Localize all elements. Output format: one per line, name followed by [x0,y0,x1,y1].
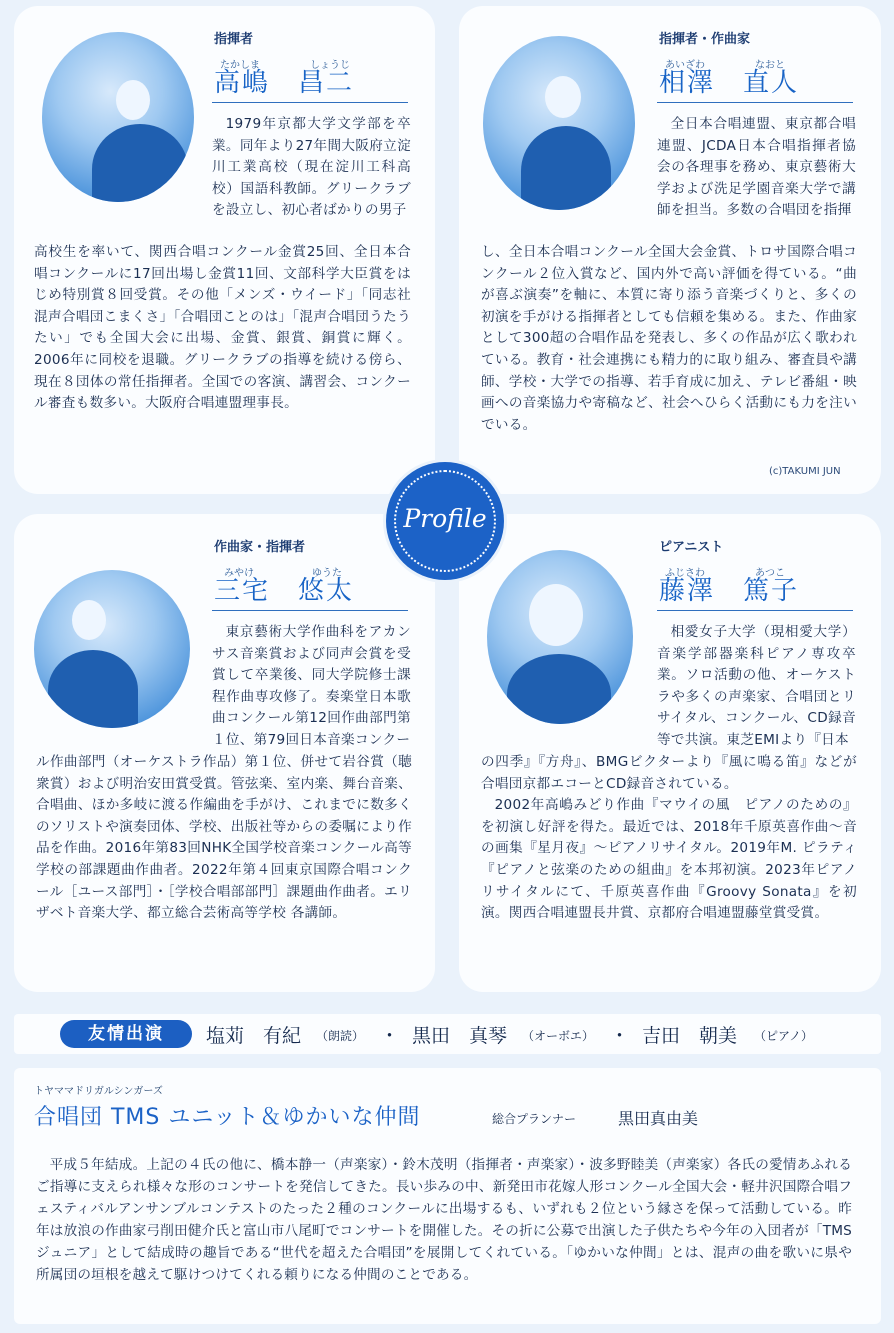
guest-name: 塩苅 有紀 [206,1025,302,1047]
ruby-family: あいざわ [665,60,705,71]
guest-separator: ・ [610,1025,630,1047]
profile-bio: 1979年京都大学文学部を卒業。同年より27年間大阪府立淀川工業高校（現在淀川工科高校）国語科教師。グリークラブを設立し、初心者ばかりの男子 [212,116,411,219]
name-divider [657,610,853,611]
profile-bio-continued: の四季』『方舟』、BMGビクターより『風に鳴る笛』などが合唱団京都エコーとCD録音されている。 2002年高嶋みどり作曲『マウイの風 ピアノのための』を初演し好評を得た。最近では、2018年千原英喜作曲～音の画集『星月夜』～ピアノリサイタル。2019年M. ピラティ『ピアノと弦楽のための組曲』を本邦初演。2023年ピアノリサイタルにて、千原英喜作曲『Groovy Sonata』を初演。関西合唱連盟長井賞、京都府合唱連盟藤堂賞受賞。 [481,752,857,972]
portrait-photo [483,36,635,210]
profile-bio: 全日本合唱連盟、東京都合唱連盟、JCDA日本合唱指揮者協会の各理事を務め、東京藝術大学および洗足学園音楽大学で講師を担当。多数の合唱団を指揮 [657,116,856,219]
profile-name: 相澤 直人 [659,68,800,98]
profile-name: 三宅 悠太 [214,576,355,606]
ruby-given: なおと [755,60,785,71]
seal-text: Profile [403,504,487,533]
profile-role: 作曲家・指揮者 [214,540,306,555]
profile-name: 高嶋 昌二 [214,68,355,98]
photo-credit: (c)TAKUMI JUN [769,466,841,477]
guest-role: （オーボエ） [522,1029,595,1043]
profile-card-fujisawa [459,514,881,992]
friendship-band [14,1014,881,1054]
group-section [14,1068,881,1324]
ruby-family: ふじさわ [665,568,705,579]
portrait-photo [34,570,190,728]
portrait-photo [487,550,633,724]
profile-bio-continued: 高校生を率いて、関西合唱コンクール金賞25回、全日本合唱コンクールに17回出場し金賞11回、文部科学大臣賞をはじめ特別賞８回受賞。その他「メンズ・ウイード」「同志社混声合唱団こまくさ」「合唱団ことのは」「混声合唱団うたうたい」でも全国大会に出場、金賞、銀賞、銅賞に輝く。2006年に同校を退職。グリークラブの指導を続ける傍ら、現在８団体の常任指揮者。全国での客演、講習会、コンクール審査も数多い。大阪府合唱連盟理事長。 [34,244,411,412]
name-divider [657,102,853,103]
profile-bio-paragraph-2: 2002年高嶋みどり作曲『マウイの風 ピアノのための』を初演し好評を得た。最近では、2018年千原英喜作曲～音の画集『星月夜』～ピアノリサイタル。2019年M. ピラティ『ピアノと弦楽のための組曲』を本邦初演。2023年ピアノリサイタルにて、千原英喜作曲『Groovy Sonata』を初演。関西合唱連盟長井賞、京都府合唱連盟藤堂賞受賞。 [481,797,857,922]
guest-role: （朗読） [316,1029,365,1043]
group-name: 合唱団 TMS ユニット＆ゆかいな仲間 [34,1105,421,1130]
ruby-family: たかしま [220,60,260,71]
planner-label: 総合プランナー [492,1112,577,1126]
name-divider [212,102,408,103]
profile-seal [386,462,504,580]
friendship-label: 友情出演 [60,1020,192,1048]
profile-card-takashima [14,6,435,494]
profile-role: ピアニスト [659,540,724,555]
profile-bio: 相愛女子大学（現相愛大学）音楽学部器楽科ピアノ専攻卒業。ソロ活動の他、オーケストラや多くの声楽家、合唱団とリサイタル、コンクール、CD録音等で共演。東芝EMIより『日本 [657,624,856,748]
ruby-given: あつこ [755,568,785,579]
guest-role: （ピアノ） [754,1029,814,1043]
profile-card-aizawa [459,6,881,494]
profile-role: 指揮者・作曲家 [659,32,751,47]
group-kana: トヤママドリガルシンガーズ [34,1086,163,1097]
profile-bio: 東京藝術大学作曲科をアカンサス音楽賞および同声会賞を受賞して卒業後、同大学院修士課程作曲専攻修了。奏楽堂日本歌曲コンクール第12回作曲部門第１位、第79回日本音楽コンクー [212,624,411,748]
profile-bio-continued: ル作曲部門（オーケストラ作品）第１位、併せて岩谷賞（聴衆賞）および明治安田賞受賞。管弦楽、室内楽、舞台音楽、合唱曲、ほか多岐に渡る作編曲を手がけ、これまでに数多くのソリストや演奏団体、学校、出版社等からの委嘱により作品を作曲。2016年第83回NHK全国学校音楽コンクール高等学校の部課題曲作曲者。2022年第４回東京国際合唱コンクール［ユース部門］・［学校合唱部部門］課題曲作曲者。エリザベト音楽大学、都立総合芸術高等学校 各講師。 [36,754,412,922]
ruby-given: しょうじ [310,60,350,71]
ruby-family: みやけ [224,568,254,579]
group-bio: 平成５年結成。上記の４氏の他に、橋本静一（声楽家）・鈴木茂明（指揮者・声楽家）・波多野睦美（声楽家）各氏の愛情あふれるご指導に支えられ様々な形のコンサートを発信してきた。長い歩みの中、新発田市花嫁人形コンクール全国大会・軽井沢国際合唱フェスティバルアンサンブルコンテストのたった２種のコンクールに出場するも、いずれも２位という縁さを保って活動している。昨年は放浪の作曲家弓削田健介氏と富山市八尾町でコンサートを開催した。その折に公募で出演した子供たちや今年の入団者が「TMS ジュニア」として結成時の趣旨である“世代を超えた合唱団”を展開してくれている。「ゆかいな仲間」とは、混声の曲を歌いに県や所属団の垣根を越えて駆けつけてくれる頼りになる仲間のことである。 [36,1157,852,1283]
guest-name: 吉田 朝美 [642,1025,738,1047]
portrait-photo [42,32,194,202]
ruby-given: ゆうた [312,568,342,579]
profile-role: 指揮者 [214,32,254,47]
profile-bio-continued: し、全日本合唱コンクール全国大会金賞、トロサ国際合唱コンクール２位入賞など、国内外で高い評価を得ている。“曲が喜ぶ演奏”を軸に、本質に寄り添う音楽づくりと、多くの初演を手がける指揮者としても信頼を集める。また、作曲家として300超の合唱作品を発表し、多くの作品が広く歌われている。教育・社会連携にも精力的に取り組み、審査員や講師、学校・大学での指導、若手育成に加え、テレビ番組・映画への音楽協力や寄稿など、社会へひらく活動にも力を注いでいる。 [481,244,857,433]
guest-name: 黒田 真琴 [412,1025,508,1047]
profile-name: 藤澤 篤子 [659,576,800,606]
name-divider [212,610,408,611]
guest-separator: ・ [380,1025,400,1047]
planner-name: 黒田真由美 [618,1109,699,1128]
profile-card-miyake [14,514,435,992]
